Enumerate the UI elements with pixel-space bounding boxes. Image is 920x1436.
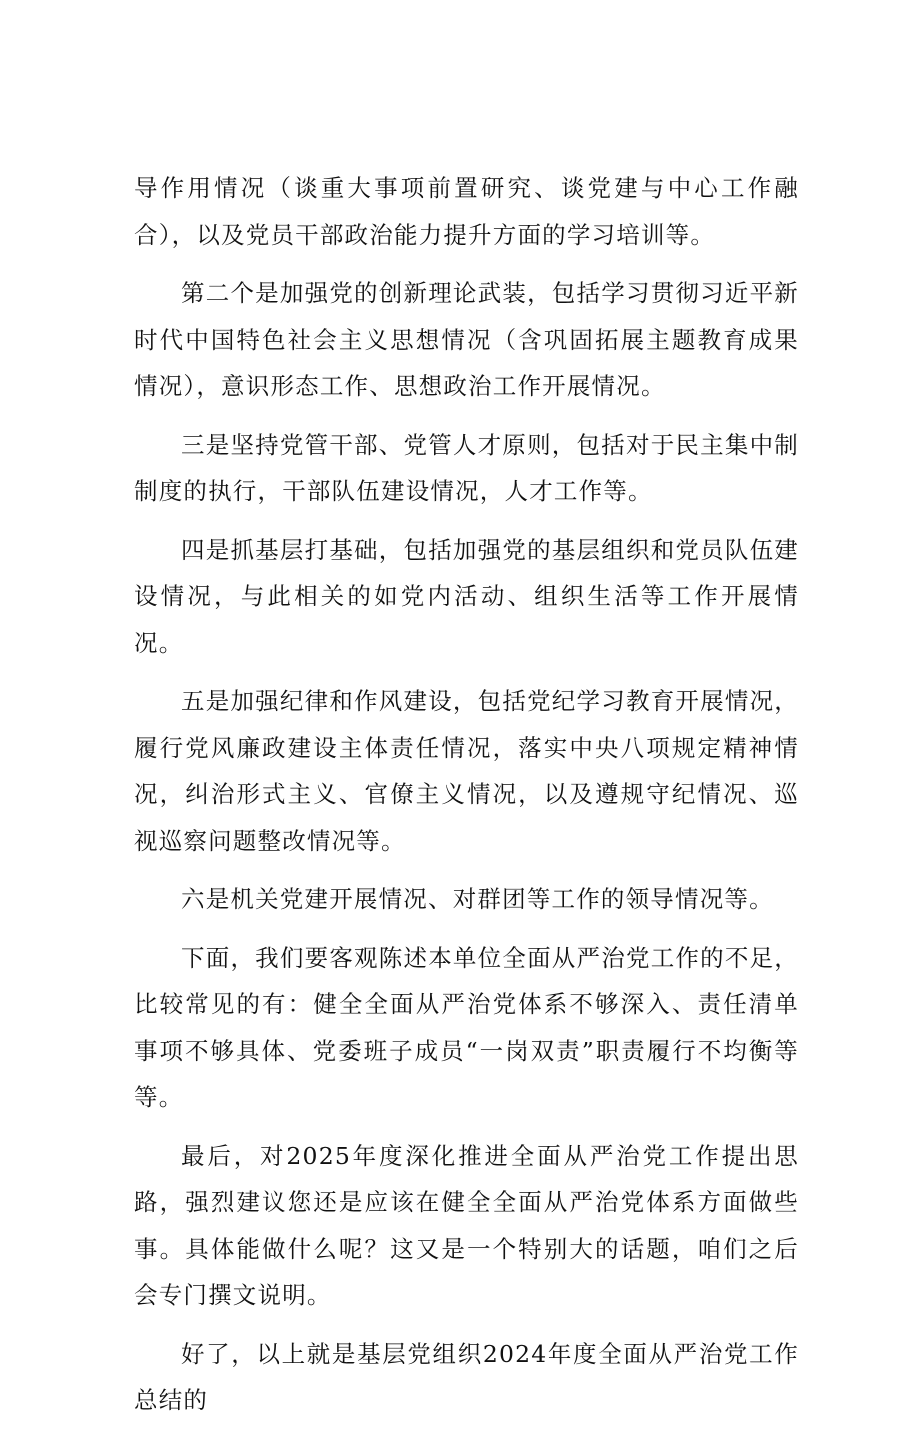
paragraph-grassroots: 四是抓基层打基础，包括加强党的基层组织和党员队伍建设情况，与此相关的如党内活动、组织生活等工作开展情况。 xyxy=(134,535,799,657)
paragraph-organ-party-building: 六是机关党建开展情况、对群团等工作的领导情况等。 xyxy=(181,885,774,913)
paragraph-discipline: 五是加强纪律和作风建设，包括党纪学习教育开展情况，履行党风廉政建设主体责任情况，落实中央八项规定精神情况，纠治形式主义、官僚主义情况，以及遵规守纪情况、巡视巡察问题整改情况等。 xyxy=(134,687,799,855)
document-body xyxy=(134,165,799,1436)
paragraph-next-year-plan: 最后，对2025年度深化推进全面从严治党工作提出思路，强烈建议您还是应该在健全全面从严治党体系方面做些事。具体能做什么呢？这又是一个特别大的话题，咱们之后会专门撰文说明。 xyxy=(134,1141,799,1309)
paragraph-shortcomings: 下面，我们要客观陈述本单位全面从严治党工作的不足，比较常见的有：健全全面从严治党体系不够深入、责任清单事项不够具体、党委班子成员“一岗双责”职责履行不均衡等等。 xyxy=(134,943,799,1111)
paragraph-continuation: 导作用情况（谈重大事项前置研究、谈党建与中心工作融合），以及党员干部政治能力提升方面的学习培训等。 xyxy=(134,174,799,249)
paragraph-closing: 好了，以上就是基层党组织2024年度全面从严治党工作总结的 xyxy=(134,1339,799,1414)
paragraph-theory-study: 第二个是加强党的创新理论武装，包括学习贯彻习近平新时代中国特色社会主义思想情况（含巩固拓展主题教育成果情况），意识形态工作、思想政治工作开展情况。 xyxy=(134,279,799,400)
paragraph-cadre-management: 三是坚持党管干部、党管人才原则，包括对于民主集中制制度的执行，干部队伍建设情况，人才工作等。 xyxy=(134,430,799,505)
